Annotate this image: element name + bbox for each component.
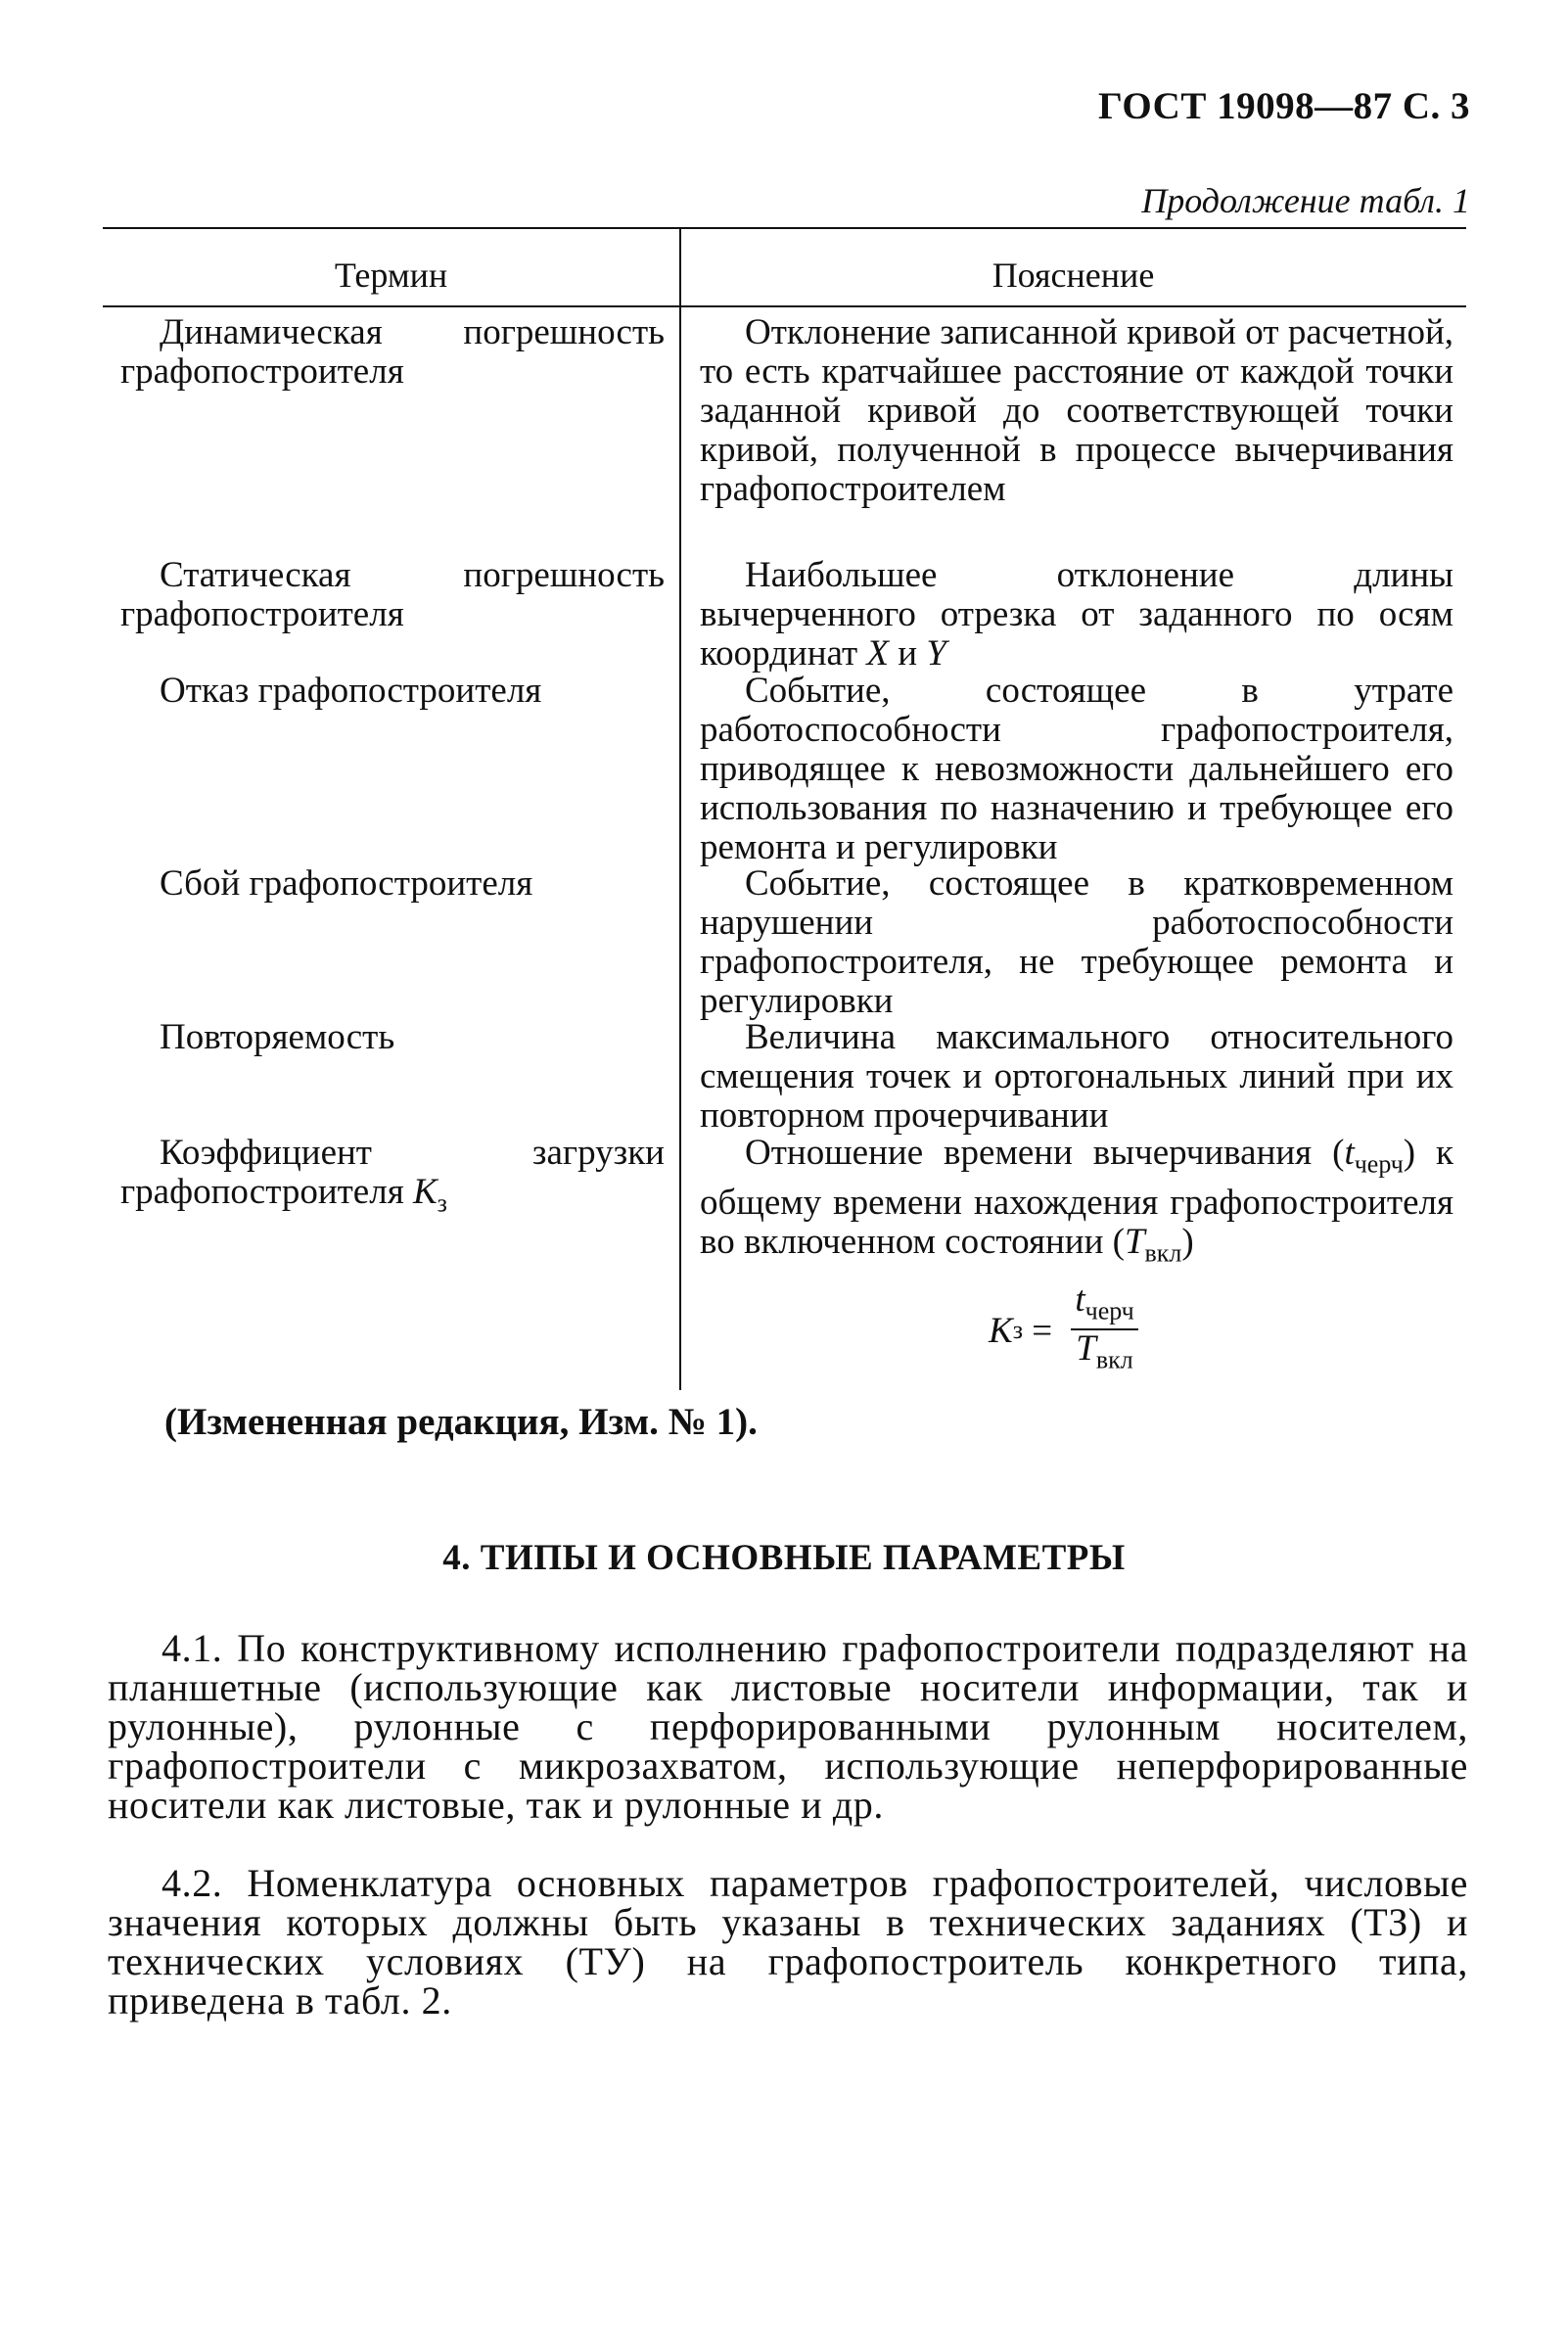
formula-fraction: [1071, 1279, 1137, 1379]
term-failure: Отказ графопостроителя: [160, 671, 542, 711]
t-subscript: черч: [1354, 1149, 1404, 1179]
formula-equals: =: [1022, 1310, 1062, 1351]
paragraph-4-2: 4.2. Номенклатура основных параметров графопостроителей, числовые значения которых должны быть указаны в технических заданиях (ТЗ) и технических условиях (ТУ) на графопостроитель конкретного типа, приведена в табл. 2.: [108, 1861, 1468, 2023]
expl-dynamic-error: Отклонение записанной кривой от расчетной, то есть кратчайшее расстояние от каждой точки заданной кривой до соответствующей точки кривой, полученной в процессе вычерчивания графопостроителем: [700, 312, 1453, 509]
page-header: ГОСТ 19098—87 С. 3: [1098, 85, 1470, 127]
term-static-error: Статическая погрешность графопостроителя: [120, 555, 665, 634]
paragraph-4-1: 4.1. По конструктивному исполнению графопостроители подразделяют на планшетные (использующие как листовые носители информации, так и рулонные), рулонные с перфорированными рулонным носителем, графопостроители с микрозахватом, использующие неперфорированные носители как листовые, так и рулонные и др.: [108, 1626, 1468, 1827]
expl-load-coefficient: [700, 1134, 1453, 1274]
numerator-subscript: черч: [1084, 1296, 1134, 1325]
expl-load-text-b: ) к общему времени нахождения графопостроителя во включенном состоянии (: [700, 1133, 1453, 1263]
terms-table: [103, 227, 1466, 1390]
table-column-divider: [679, 227, 681, 1390]
numerator-symbol: t: [1075, 1279, 1085, 1320]
expl-static-error-text: Наибольшее отклонение длины вычерченного отрезка от заданного по осям координат: [700, 555, 1453, 674]
term-load-coefficient: [120, 1134, 665, 1223]
amendment-note: (Измененная редакция, Изм. № 1).: [164, 1401, 758, 1443]
table-header-rule: [103, 305, 1466, 307]
term-load-coefficient-text: Коэффициент загрузки графопостроителя: [120, 1133, 665, 1212]
k-subscript: з: [437, 1188, 447, 1218]
conjunction: и: [889, 633, 927, 674]
table-top-rule: [103, 227, 1466, 229]
term-repeatability: Повторяемость: [160, 1017, 395, 1057]
term-dynamic-error: Динамическая погрешность графопостроителя: [120, 312, 665, 392]
t-symbol: t: [1344, 1133, 1355, 1173]
table-continuation-label: Продолжение табл. 1: [1141, 181, 1470, 220]
denominator-symbol: T: [1076, 1328, 1096, 1370]
formula-numerator: [1071, 1279, 1137, 1330]
load-coefficient-formula: [989, 1279, 1138, 1379]
expl-repeatability: Величина максимального относительного смещения точек и ортогональных линий при их повторном прочерчивании: [700, 1017, 1453, 1136]
expl-static-error: [700, 556, 1453, 674]
axis-x-symbol: X: [866, 633, 890, 674]
formula-lhs-subscript: з: [1012, 1316, 1023, 1345]
T-subscript: вкл: [1144, 1238, 1182, 1268]
formula-denominator: [1076, 1330, 1132, 1378]
expl-failure: Событие, состоящее в утрате работоспособности графопостроителя, приводящее к невозможности дальнейшего его использования по назначению и требующее его ремонта и регулировки: [700, 671, 1453, 867]
k-symbol: K: [412, 1172, 438, 1212]
expl-malfunction: Событие, состоящее в кратковременном нарушении работоспособности графопостроителя, не требующее ремонта и регулировки: [700, 863, 1453, 1021]
expl-load-text-a: Отношение времени вычерчивания (: [745, 1133, 1345, 1173]
term-malfunction: Сбой графопостроителя: [160, 863, 533, 904]
expl-load-text-c: ): [1181, 1222, 1194, 1263]
section-title: 4. ТИПЫ И ОСНОВНЫЕ ПАРАМЕТРЫ: [442, 1538, 1126, 1578]
denominator-subscript: вкл: [1095, 1345, 1133, 1374]
formula-lhs: K: [989, 1310, 1013, 1351]
axis-y-symbol: Y: [926, 633, 946, 674]
column-header-explanation: Пояснение: [992, 256, 1155, 295]
column-header-term: Термин: [334, 256, 448, 295]
T-symbol: T: [1124, 1222, 1145, 1263]
